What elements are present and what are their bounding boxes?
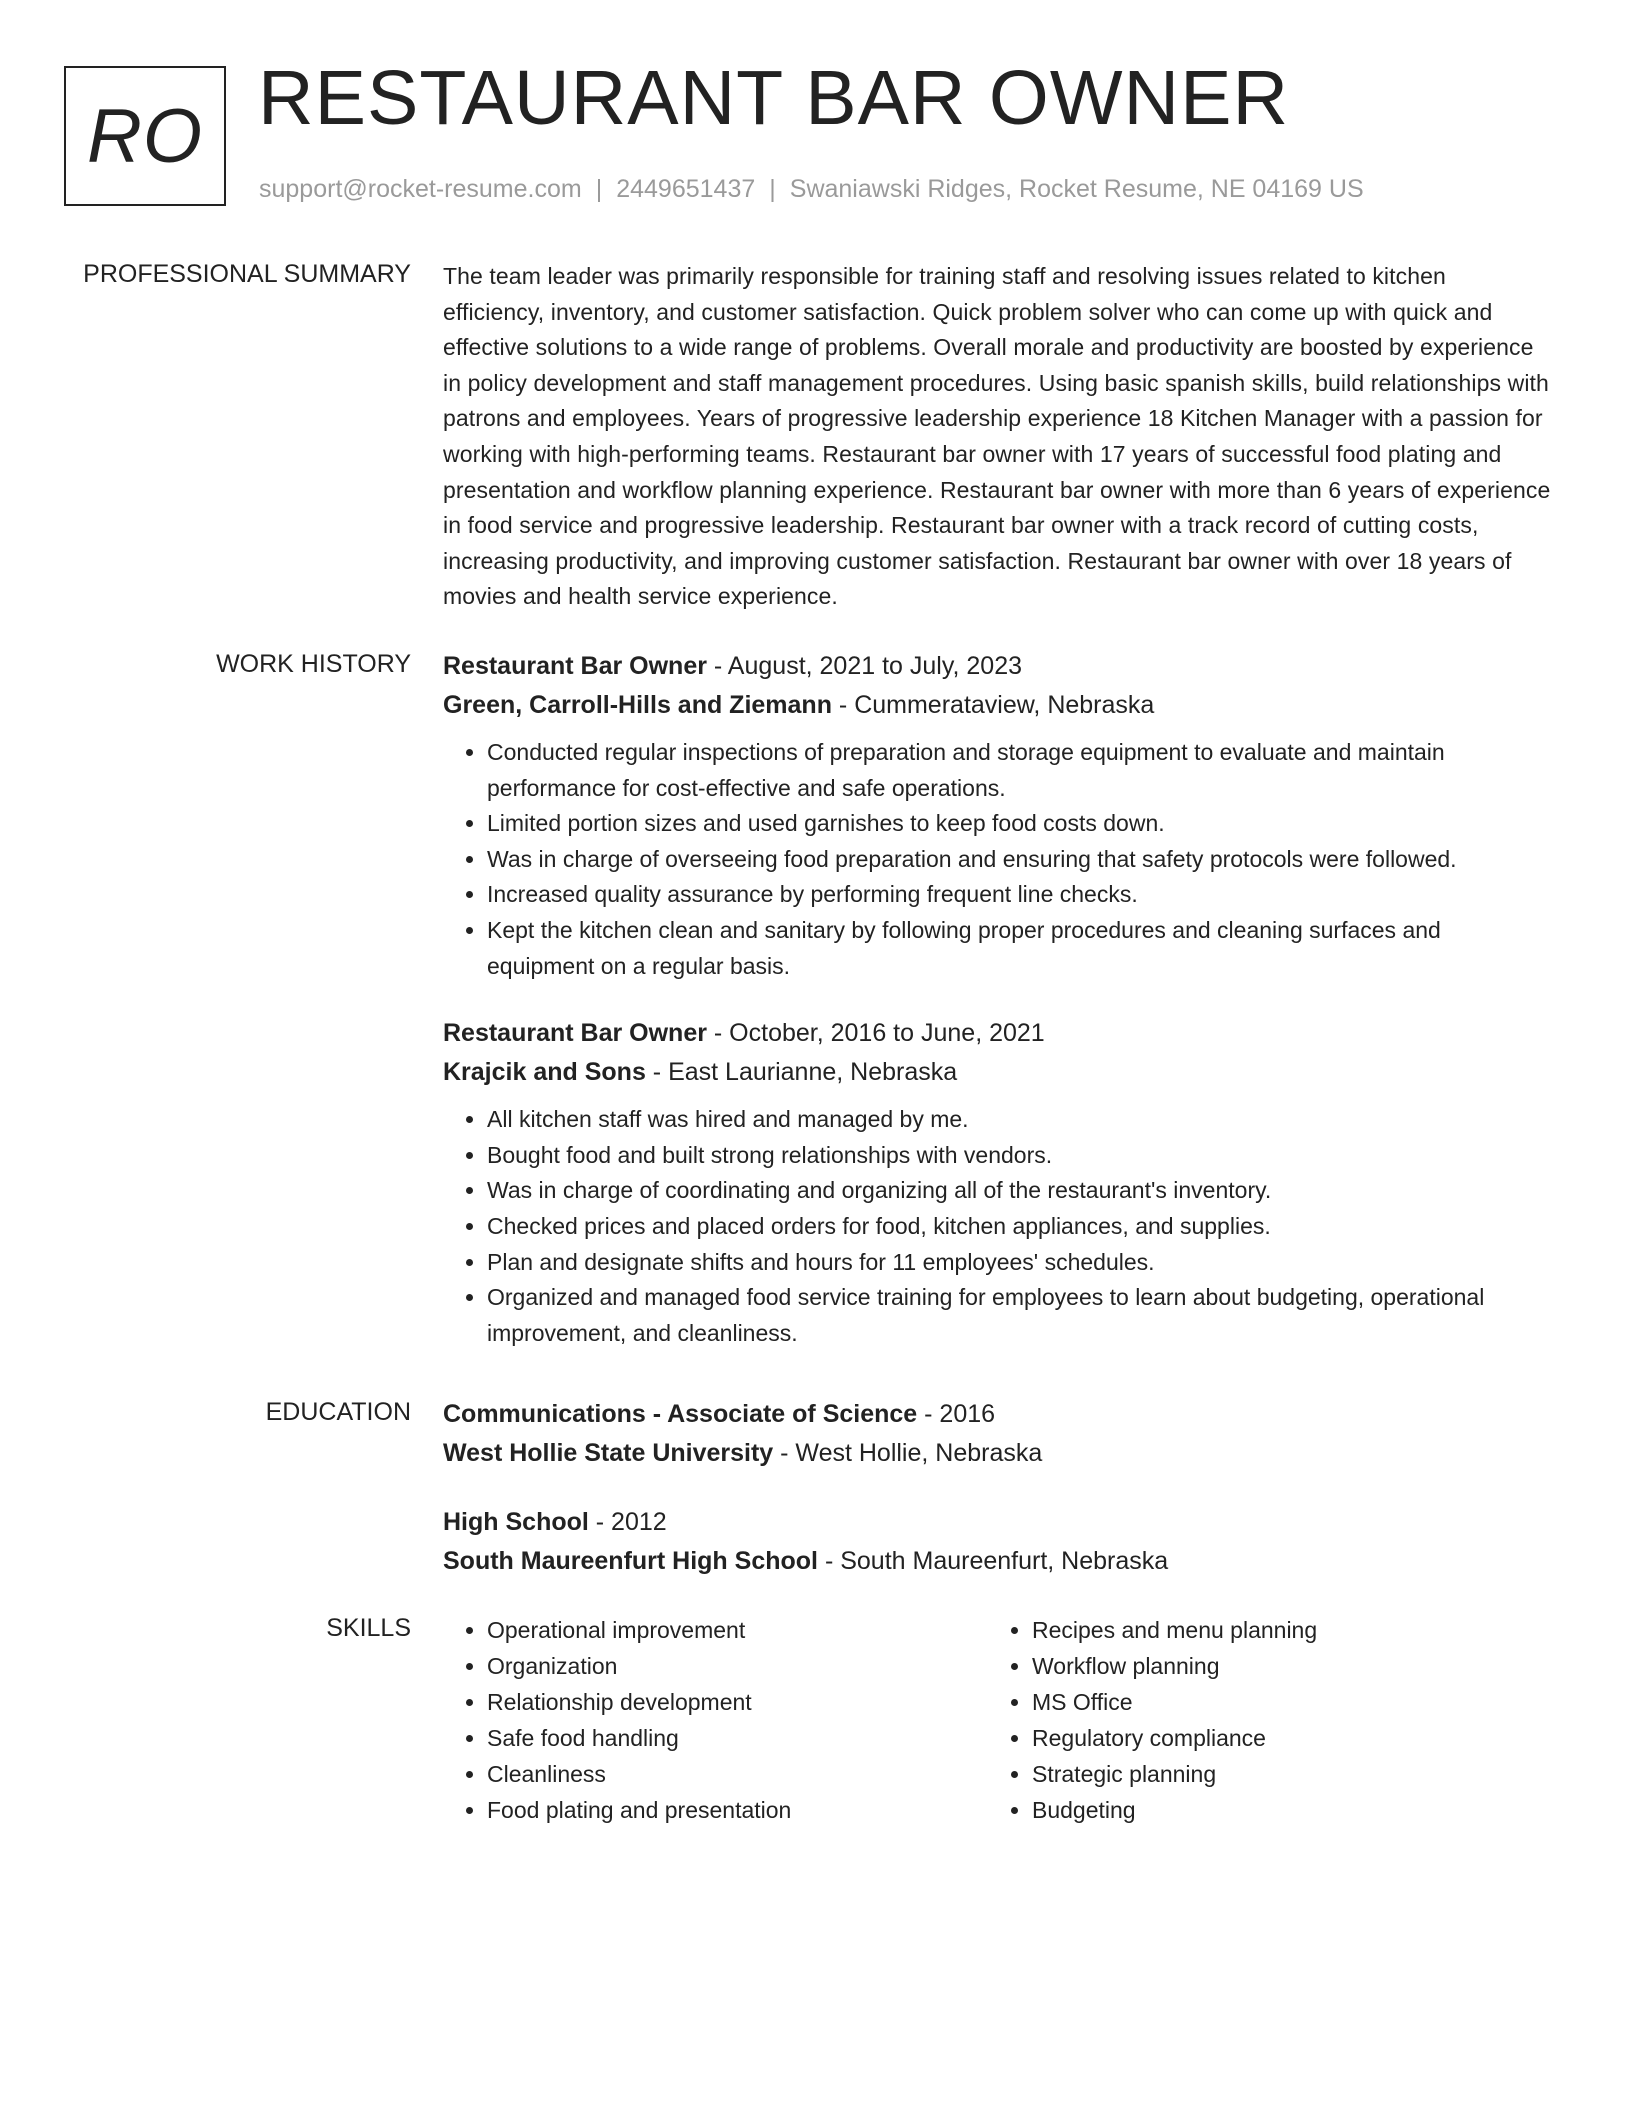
job-bullet: • Was in charge of overseeing food preparation and ensuring that safety protocols were followed. — [487, 842, 1553, 878]
contact-phone[interactable]: 2449651437 — [616, 175, 756, 203]
job-entry — [443, 1014, 1553, 1351]
contact-separator: | — [769, 175, 776, 203]
education-degree-line — [443, 1395, 1553, 1434]
job-bullet: • Checked prices and placed orders for food, kitchen appliances, and supplies. — [487, 1209, 1553, 1245]
education-degree: High School — [443, 1508, 589, 1536]
job-location: - East Laurianne, Nebraska — [645, 1058, 958, 1087]
education-school-line — [443, 1542, 1553, 1581]
skill-item: • MS Office — [1032, 1684, 1533, 1720]
skill-item: • Budgeting — [1032, 1792, 1533, 1828]
summary-heading: PROFESSIONAL SUMMARY — [83, 260, 411, 288]
job-bullet: • Plan and designate shifts and hours for 11 employees' schedules. — [487, 1245, 1553, 1281]
job-role: Restaurant Bar Owner — [443, 1019, 707, 1048]
job-company-line — [443, 1053, 1553, 1092]
job-bullet: • Conducted regular inspections of preparation and storage equipment to evaluate and maintain performance for cost-effective and safe operations. — [487, 735, 1553, 806]
skills-heading: SKILLS — [326, 1614, 411, 1642]
job-bullet: • Limited portion sizes and used garnishes to keep food costs down. — [487, 806, 1553, 842]
job-role: Restaurant Bar Owner — [443, 652, 707, 680]
job-location: - Cummerataview, Nebraska — [831, 691, 1155, 719]
skills-column-right — [988, 1612, 1533, 1828]
work-history-heading: WORK HISTORY — [216, 650, 411, 678]
education-entry — [443, 1503, 1553, 1581]
work-history-body — [443, 647, 1553, 1381]
education-year: - 2012 — [588, 1508, 667, 1536]
monogram-badge — [64, 66, 226, 206]
job-bullets — [443, 735, 1553, 984]
skill-item: • Organization — [487, 1648, 988, 1684]
skill-item: • Relationship development — [487, 1684, 988, 1720]
job-bullet: • Kept the kitchen clean and sanitary by following proper procedures and cleaning surfaces and equipment on a regular basis. — [487, 913, 1553, 984]
education-heading: EDUCATION — [265, 1398, 411, 1426]
job-dates: - October, 2016 to June, 2021 — [706, 1019, 1045, 1048]
candidate-title: RESTAURANT BAR OWNER — [258, 55, 1290, 141]
summary-text: The team leader was primarily responsible for training staff and resolving issues related to kitchen efficiency, inventory, and customer satisfaction. Quick problem solver who can come up with quick and effective solutions to a wide range of problems. Overall morale and productivity are boosted by experience in policy development and staff management procedures. Using basic spanish skills, build relationships with patrons and employees. Years of progressive leadership experience 18 Kitchen Manager with a passion for working with high-performing teams. Restaurant bar owner with 17 years of successful food plating and presentation and workflow planning experience. Restaurant bar owner with more than 6 years of experience in food service and progressive leadership. Restaurant bar owner with a track record of cutting costs, increasing productivity, and improving customer satisfaction. Restaurant bar owner with over 18 years of movies and health service experience. — [443, 263, 1551, 610]
job-bullets — [443, 1102, 1553, 1351]
education-location: - South Maureenfurt, Nebraska — [818, 1547, 1169, 1575]
job-bullet: • Increased quality assurance by performing frequent line checks. — [487, 877, 1553, 913]
contact-separator: | — [595, 175, 603, 203]
job-company: Green, Carroll-Hills and Ziemann — [443, 691, 832, 719]
job-bullet: • All kitchen staff was hired and managed by me. — [487, 1102, 1553, 1138]
job-bullet: • Bought food and built strong relationships with vendors. — [487, 1138, 1553, 1174]
skills-body — [443, 1612, 1553, 1828]
education-degree-line — [443, 1503, 1553, 1542]
skill-item: • Safe food handling — [487, 1720, 988, 1756]
education-degree: Communications - Associate of Science — [443, 1400, 918, 1428]
education-school-line — [443, 1434, 1553, 1473]
job-bullet: • Organized and managed food service training for employees to learn about budgeting, operational improvement, and cleanliness. — [487, 1280, 1553, 1351]
monogram-text: RO — [87, 93, 203, 179]
skill-item: • Food plating and presentation — [487, 1792, 988, 1828]
job-company: Krajcik and Sons — [443, 1058, 646, 1087]
education-location: - West Hollie, Nebraska — [773, 1439, 1043, 1467]
skill-item: • Workflow planning — [1032, 1648, 1533, 1684]
skill-item: • Recipes and menu planning — [1032, 1612, 1533, 1648]
contact-line — [259, 174, 1364, 204]
job-entry — [443, 647, 1553, 984]
skills-column-left — [443, 1612, 988, 1828]
job-dates: - August, 2021 to July, 2023 — [706, 652, 1022, 680]
summary-body — [443, 259, 1553, 615]
education-body — [443, 1395, 1553, 1611]
contact-address: Swaniawski Ridges, Rocket Resume, NE 04169 US — [789, 175, 1364, 203]
skill-item: • Cleanliness — [487, 1756, 988, 1792]
skill-item: • Strategic planning — [1032, 1756, 1533, 1792]
job-role-line — [443, 1014, 1553, 1053]
skill-item: • Regulatory compliance — [1032, 1720, 1533, 1756]
education-year: - 2016 — [917, 1400, 996, 1428]
education-school: South Maureenfurt High School — [443, 1547, 818, 1575]
skill-item: • Operational improvement — [487, 1612, 988, 1648]
education-school: West Hollie State University — [443, 1439, 774, 1467]
contact-email[interactable]: support@rocket-resume.com — [259, 175, 582, 203]
education-entry — [443, 1395, 1553, 1473]
job-company-line — [443, 686, 1553, 725]
skills-columns — [443, 1612, 1553, 1828]
job-bullet: • Was in charge of coordinating and organizing all of the restaurant's inventory. — [487, 1173, 1553, 1209]
job-role-line — [443, 647, 1553, 686]
